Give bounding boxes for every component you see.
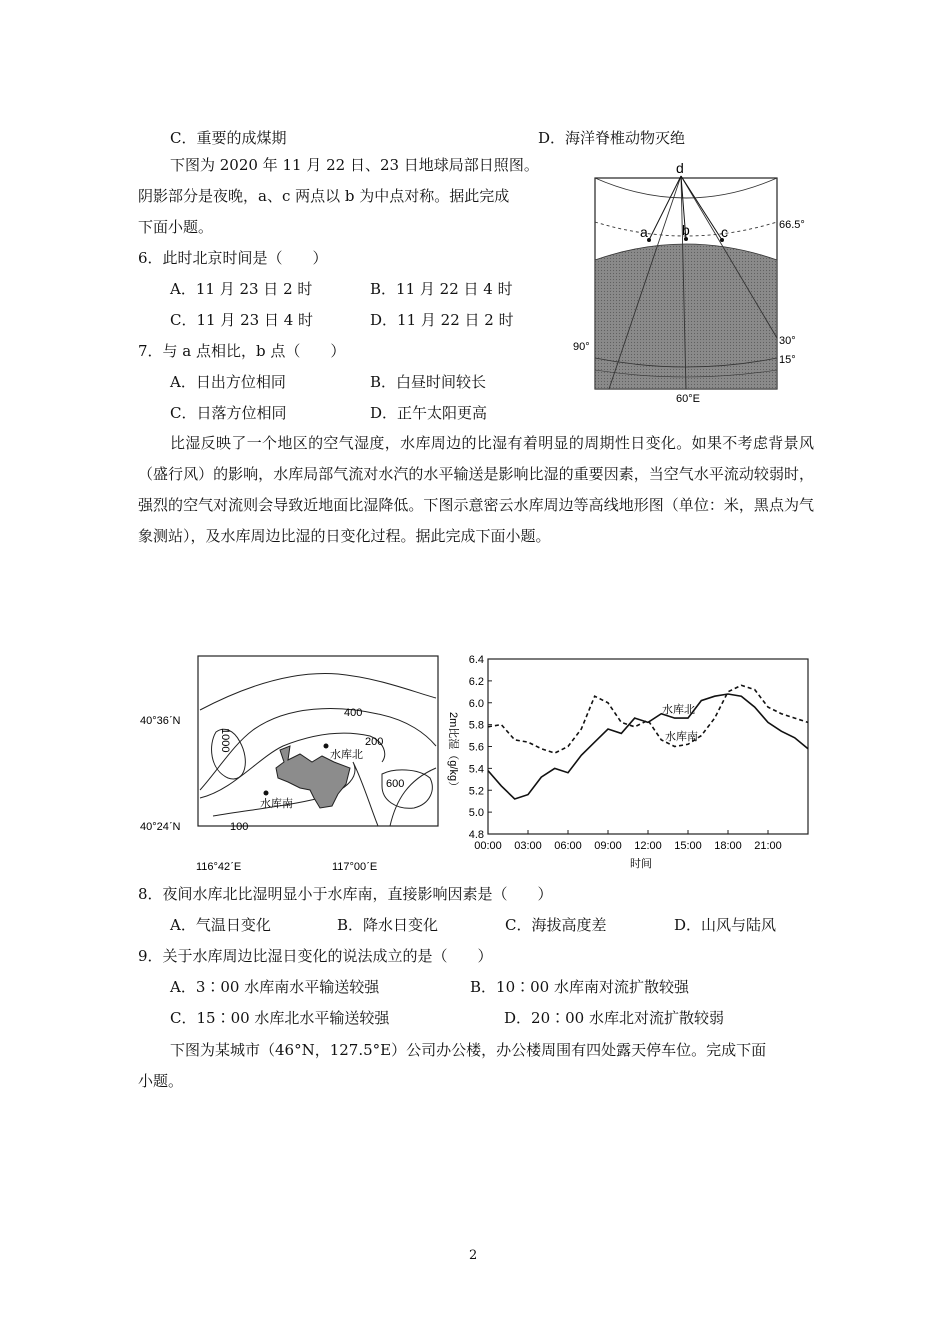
- y-tick-label: 5.8: [468, 719, 484, 732]
- x-axis-title: 时间: [630, 858, 652, 870]
- station-north-label: 水库北: [330, 749, 363, 761]
- x-tick-label: 09:00: [594, 840, 622, 852]
- label-lat-30: 30°: [779, 335, 796, 347]
- y-tick-label: 5.6: [468, 741, 484, 754]
- y-tick-label: 6.0: [468, 697, 484, 710]
- q7-option-c: C．日落方位相同: [170, 404, 287, 422]
- contour-200-label: 200: [365, 736, 384, 748]
- label-a: a: [640, 224, 648, 240]
- y-tick-label: 6.2: [468, 675, 484, 688]
- reservoir-contour-map: [138, 650, 448, 879]
- q8-option-d: D．山风与陆风: [674, 916, 777, 934]
- contour-400-label: 400: [344, 707, 363, 719]
- intro-parking-line1: 下图为某城市（46°N，127.5°E）公司办公楼，办公楼周围有四处露天停车位。完成下面: [170, 1041, 767, 1059]
- label-lon-right: 117°00ˊE: [332, 861, 378, 873]
- legend-south: 水库南: [665, 731, 698, 743]
- x-tick-label: 12:00: [634, 840, 662, 852]
- contour-100-label: 100: [230, 821, 249, 833]
- q6-option-c: C．11 月 23 日 4 时: [170, 311, 314, 329]
- intro-sunlight-line1: 下图为 2020 年 11 月 22 日、23 日地球局部日照图。: [170, 156, 539, 174]
- label-d: d: [676, 160, 684, 176]
- y-tick-label: 5.2: [468, 785, 484, 798]
- label-lat-15: 15°: [779, 354, 796, 366]
- x-tick-label: 15:00: [674, 840, 702, 852]
- sunlight-diagram: [570, 158, 820, 412]
- contour-1000-label: 1000: [219, 728, 231, 753]
- intro-sunlight-line3: 下面小题。: [138, 218, 214, 236]
- label-lat-66-5: 66.5°: [779, 219, 805, 231]
- page-number: 2: [469, 1248, 478, 1263]
- q9-stem: 9．关于水库周边比湿日变化的说法成立的是（ ）: [138, 947, 493, 965]
- label-c: c: [721, 224, 728, 240]
- q8-option-b: B．降水日变化: [337, 916, 439, 934]
- q7-stem: 7．与 a 点相比，b 点（ ）: [138, 342, 346, 360]
- label-lon-60e: 60°E: [676, 393, 700, 405]
- q7-option-d: D．正午太阳更高: [370, 404, 488, 422]
- x-tick-label: 18:00: [714, 840, 742, 852]
- x-tick-label: 03:00: [514, 840, 542, 852]
- label-lon-90: 90°: [573, 341, 590, 353]
- q5-option-c: C．重要的成煤期: [170, 129, 287, 147]
- x-tick-label: 00:00: [474, 840, 502, 852]
- intro-parking-line2: 小题。: [138, 1072, 184, 1090]
- y-tick-label: 4.8: [468, 829, 484, 841]
- q7-option-b: B．白昼时间较长: [370, 373, 487, 391]
- y-axis-title: 2m比湿（g/kg）: [447, 712, 459, 793]
- intro-humidity: 比湿反映了一个地区的空气湿度，水库周边的比湿有着明显的周期性日变化。如果不考虑背景风（盛行风）的影响，水库局部气流对水汽的水平输送是影响比湿的重要因素，当空气水平流动较弱时，强烈的空气对流则会导致近地面比湿降低。下图示意密云水库周边等高线地形图（单位：米，黑点为气象测站），及水库周边比湿的日变化过程。据此完成下面小题。: [138, 434, 814, 545]
- q9-option-c: C．15∶00 水库北水平输送较强: [170, 1009, 390, 1027]
- q9-option-d: D．20∶00 水库北对流扩散较弱: [504, 1009, 724, 1027]
- label-b: b: [682, 222, 690, 238]
- x-tick-label: 06:00: [554, 840, 582, 852]
- y-tick-label: 5.0: [468, 807, 484, 820]
- y-tick-label: 6.4: [468, 654, 484, 666]
- contour-600-label: 600: [386, 778, 405, 790]
- q6-stem: 6．此时北京时间是（ ）: [138, 249, 328, 267]
- q6-option-d: D．11 月 22 日 2 时: [370, 311, 514, 329]
- intro-sunlight-line2: 阴影部分是夜晚，a、c 两点以 b 为中点对称。据此完成: [138, 187, 510, 205]
- q6-option-a: A．11 月 23 日 2 时: [170, 280, 313, 298]
- label-lat-bottom: 40°24ˊN: [140, 821, 181, 833]
- x-tick-label: 21:00: [754, 840, 782, 852]
- y-tick-label: 5.4: [468, 763, 484, 776]
- station-south-dot: [264, 791, 269, 796]
- q5-option-d: D．海洋脊椎动物灭绝: [538, 129, 686, 147]
- station-north-dot: [324, 744, 329, 749]
- q8-option-a: A．气温日变化: [170, 916, 271, 934]
- q8-option-c: C．海拔高度差: [505, 916, 607, 934]
- station-south-label: 水库南: [260, 798, 293, 810]
- label-lon-left: 116°42ˊE: [196, 861, 242, 873]
- q7-option-a: A．日出方位相同: [170, 373, 286, 391]
- q9-option-a: A．3∶00 水库南水平输送较强: [170, 978, 380, 996]
- q8-stem: 8．夜间水库北比湿明显小于水库南，直接影响因素是（ ）: [138, 885, 553, 903]
- legend-north: 水库北: [662, 704, 695, 716]
- humidity-chart: [445, 650, 820, 879]
- q6-option-b: B．11 月 22 日 4 时: [370, 280, 513, 298]
- label-lat-top: 40°36ˊN: [140, 715, 181, 727]
- q9-option-b: B．10∶00 水库南对流扩散较强: [470, 978, 689, 996]
